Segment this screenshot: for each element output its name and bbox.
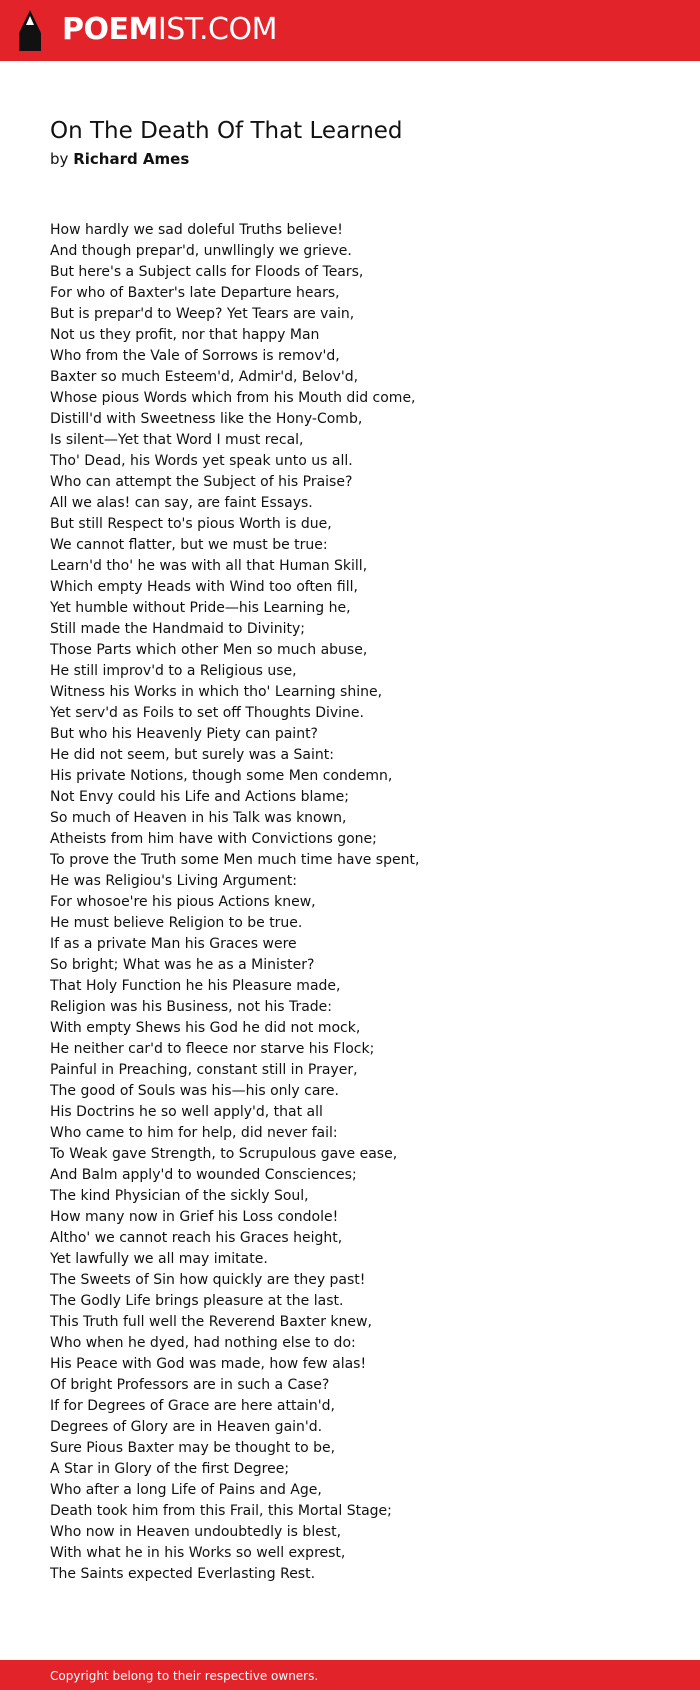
poem-line: The Sweets of Sin how quickly are they past!: [50, 1272, 366, 1288]
poem-line: Painful in Preaching, constant still in Prayer,: [50, 1062, 358, 1078]
poem-line: The kind Physician of the sickly Soul,: [50, 1188, 309, 1204]
poem-line: Yet serv'd as Foils to set off Thoughts Divine.: [50, 705, 364, 721]
poem-line: Those Parts which other Men so much abuse,: [50, 642, 368, 658]
poem-line: The Saints expected Everlasting Rest.: [50, 1566, 316, 1582]
poem-line: So bright; What was he as a Minister?: [50, 957, 315, 973]
logo-brand-bold: POEM: [62, 12, 158, 47]
poem-line: Who can attempt the Subject of his Praise?: [50, 474, 353, 490]
poem-line: Distill'd with Sweetness like the Hony-Comb,: [50, 411, 363, 427]
poem-line: For who of Baxter's late Departure hears,: [50, 285, 340, 301]
poem-line: Not us they profit, nor that happy Man: [50, 327, 320, 343]
poem-line: Religion was his Business, not his Trade:: [50, 999, 333, 1015]
author-name[interactable]: Richard Ames: [73, 150, 190, 168]
site-header: [0, 0, 700, 61]
poem-line: We cannot flatter, but we must be true:: [50, 537, 328, 553]
poem-line: Which empty Heads with Wind too often fill,: [50, 579, 358, 595]
poem-line: Still made the Handmaid to Divinity;: [50, 621, 306, 637]
poem-line: He must believe Religion to be true.: [50, 915, 303, 931]
poem-line: But who his Heavenly Piety can paint?: [50, 726, 318, 742]
poem-line: Witness his Works in which tho' Learning shine,: [50, 684, 383, 700]
poem-line: He still improv'd to a Religious use,: [50, 663, 297, 679]
poem-line: But still Respect to's pious Worth is due,: [50, 516, 332, 532]
by-label: by: [50, 150, 69, 168]
site-footer: [0, 1660, 700, 1690]
poem-line: To prove the Truth some Men much time have spent,: [50, 852, 420, 868]
poem-line: Tho' Dead, his Words yet speak unto us all.: [50, 453, 353, 469]
poem-line: Whose pious Words which from his Mouth did come,: [50, 390, 416, 406]
poem-line: How hardly we sad doleful Truths believe!: [50, 222, 343, 238]
poem-line: His Peace with God was made, how few alas!: [50, 1356, 367, 1372]
poem-line: If as a private Man his Graces were: [50, 936, 297, 952]
poem-line: All we alas! can say, are faint Essays.: [50, 495, 313, 511]
poem-line: If for Degrees of Grace are here attain'd,: [50, 1398, 335, 1414]
poem-line: Degrees of Glory are in Heaven gain'd.: [50, 1419, 323, 1435]
poem-line: But is prepar'd to Weep? Yet Tears are vain,: [50, 306, 355, 322]
poem-line: Yet humble without Pride—his Learning he,: [50, 600, 351, 616]
poem-line: And Balm apply'd to wounded Consciences;: [50, 1167, 357, 1183]
poem-line: Altho' we cannot reach his Graces height,: [50, 1230, 343, 1246]
poem-line: That Holy Function he his Pleasure made,: [50, 978, 341, 994]
poem-line: Who from the Vale of Sorrows is remov'd,: [50, 348, 340, 364]
poem-line: Atheists from him have with Convictions gone;: [50, 831, 377, 847]
poem-line: This Truth full well the Reverend Baxter knew,: [50, 1314, 372, 1330]
poem-line: He neither car'd to fleece nor starve his Flock;: [50, 1041, 375, 1057]
poem-line: Who when he dyed, had nothing else to do:: [50, 1335, 356, 1351]
poem-line: Death took him from this Frail, this Mortal Stage;: [50, 1503, 392, 1519]
poem-line: Sure Pious Baxter may be thought to be,: [50, 1440, 336, 1456]
poem-line: Learn'd tho' he was with all that Human Skill,: [50, 558, 368, 574]
poem-line: He did not seem, but surely was a Saint:: [50, 747, 334, 763]
poem-title: On The Death Of That Learned: [50, 118, 403, 144]
poem-line: Yet lawfully we all may imitate.: [50, 1251, 268, 1267]
poem-line: A Star in Glory of the first Degree;: [50, 1461, 290, 1477]
poem-line: Baxter so much Esteem'd, Admir'd, Belov'd,: [50, 369, 359, 385]
poem-line: So much of Heaven in his Talk was known,: [50, 810, 347, 826]
poem-line: His Doctrins he so well apply'd, that all: [50, 1104, 323, 1120]
poem-line: With what he in his Works so well exprest,: [50, 1545, 346, 1561]
poem-line: To Weak gave Strength, to Scrupulous gave ease,: [50, 1146, 398, 1162]
poem-line: For whosoe're his pious Actions knew,: [50, 894, 316, 910]
byline: [50, 148, 189, 170]
poem-line: The good of Souls was his—his only care.: [50, 1083, 339, 1099]
poem-line: Is silent—Yet that Word I must recal,: [50, 432, 304, 448]
poem-line: Who came to him for help, did never fail:: [50, 1125, 338, 1141]
poem-line: Of bright Professors are in such a Case?: [50, 1377, 330, 1393]
poem-line: The Godly Life brings pleasure at the last.: [50, 1293, 344, 1309]
poem-line: How many now in Grief his Loss condole!: [50, 1209, 339, 1225]
poem-line: With empty Shews his God he did not mock,: [50, 1020, 361, 1036]
poem-line: Who now in Heaven undoubtedly is blest,: [50, 1524, 342, 1540]
poem-body: [50, 220, 650, 1585]
poem-line: Who after a long Life of Pains and Age,: [50, 1482, 322, 1498]
copyright-text: Copyright belong to their respective owners.: [50, 1669, 319, 1683]
pencil-icon[interactable]: [17, 9, 43, 52]
poem-line: His private Notions, though some Men condemn,: [50, 768, 393, 784]
poem-line: But here's a Subject calls for Floods of Tears,: [50, 264, 364, 280]
poem-line: And though prepar'd, unwllingly we grieve.: [50, 243, 352, 259]
site-logo[interactable]: [62, 13, 277, 47]
poem-line: He was Religiou's Living Argument:: [50, 873, 297, 889]
poem-line: Not Envy could his Life and Actions blame;: [50, 789, 349, 805]
logo-brand-light: IST.COM: [157, 12, 277, 47]
